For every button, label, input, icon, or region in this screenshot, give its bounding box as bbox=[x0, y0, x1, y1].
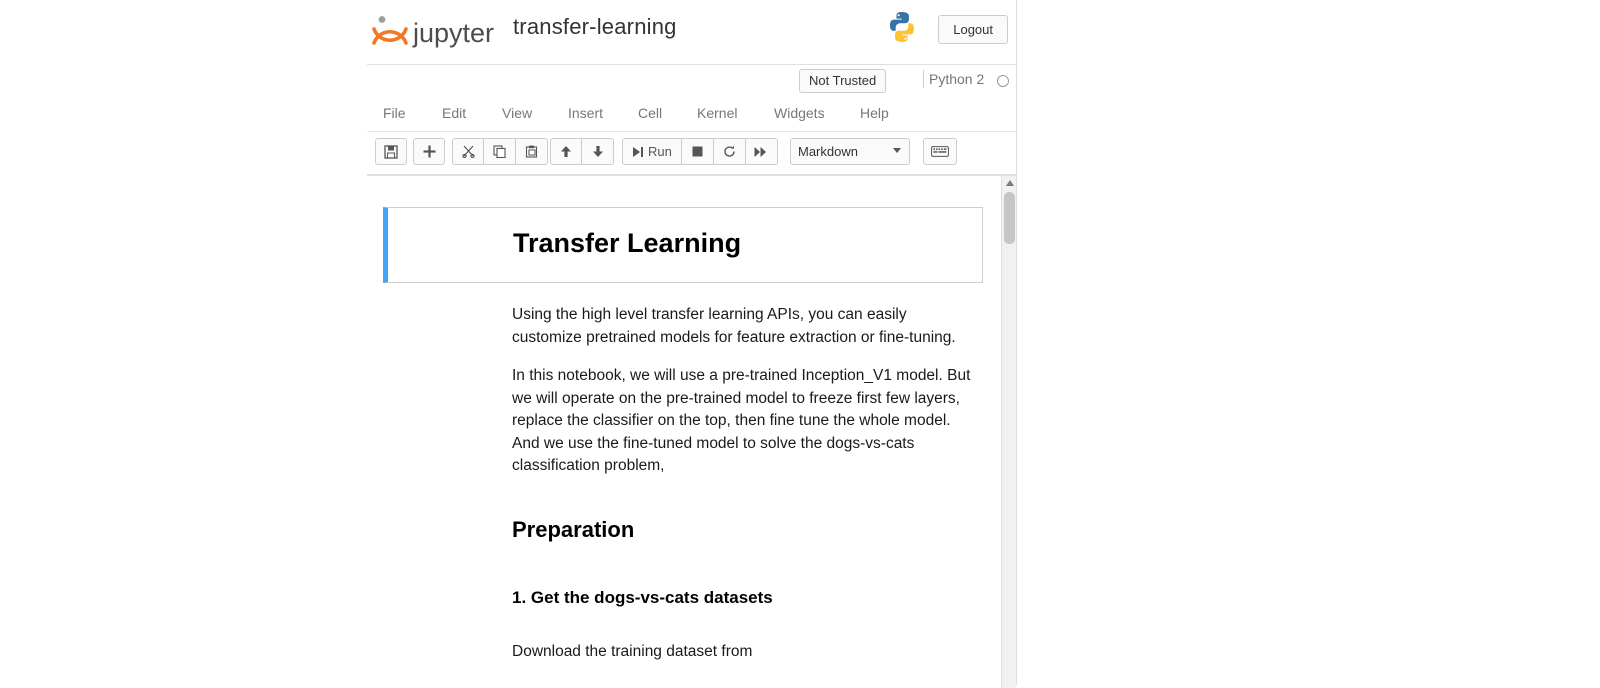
jupyter-logo[interactable] bbox=[369, 10, 501, 54]
logout-button[interactable]: Logout bbox=[938, 15, 1008, 44]
command-palette-button[interactable] bbox=[923, 138, 957, 165]
markdown-cell-title[interactable] bbox=[383, 207, 983, 283]
divider bbox=[923, 70, 924, 88]
download-paragraph: Download the training dataset from bbox=[512, 643, 753, 660]
cell-type-select[interactable] bbox=[790, 138, 910, 165]
notebook-name[interactable]: transfer-learning bbox=[513, 14, 677, 39]
kernel-idle-circle-icon bbox=[997, 75, 1009, 87]
subsection-heading-datasets: 1. Get the dogs-vs-cats datasets bbox=[512, 588, 773, 607]
notebook-scroll-area[interactable] bbox=[367, 175, 1016, 688]
scroll-up-arrow-icon[interactable] bbox=[1006, 180, 1014, 186]
notebook-header bbox=[367, 0, 1016, 65]
menu-file[interactable]: File bbox=[383, 105, 406, 121]
chevron-down-icon bbox=[893, 148, 901, 153]
insert-cell-below-button[interactable] bbox=[413, 138, 445, 165]
jupyter-notebook-app bbox=[367, 0, 1017, 685]
menu-edit[interactable]: Edit bbox=[442, 105, 467, 121]
cut-cell-button[interactable] bbox=[452, 138, 484, 165]
run-cell-button[interactable] bbox=[622, 138, 682, 165]
menubar bbox=[367, 97, 1016, 132]
menu-kernel[interactable]: Kernel bbox=[697, 105, 738, 121]
move-cell-up-button[interactable] bbox=[550, 138, 582, 165]
menu-widgets[interactable]: Widgets bbox=[774, 105, 825, 121]
kernel-name-label[interactable]: Python 2 bbox=[929, 71, 985, 87]
section-heading-preparation: Preparation bbox=[512, 517, 635, 542]
menu-cell[interactable]: Cell bbox=[638, 105, 663, 121]
python-logo-icon bbox=[885, 10, 919, 44]
svg-text:jupyter: jupyter bbox=[413, 18, 495, 48]
menu-insert[interactable]: Insert bbox=[568, 105, 604, 121]
menu-view[interactable]: View bbox=[502, 105, 533, 121]
run-button-label: Run bbox=[648, 144, 672, 159]
save-button[interactable] bbox=[375, 138, 407, 165]
trust-kernel-bar bbox=[367, 65, 1016, 97]
restart-kernel-button[interactable] bbox=[714, 138, 746, 165]
scrollbar-thumb[interactable] bbox=[1004, 192, 1015, 244]
move-cell-down-button[interactable] bbox=[582, 138, 614, 165]
toolbar bbox=[367, 132, 1016, 175]
interrupt-kernel-button[interactable] bbox=[682, 138, 714, 165]
copy-cell-button[interactable] bbox=[484, 138, 516, 165]
menu-help[interactable]: Help bbox=[860, 105, 889, 121]
restart-and-run-all-button[interactable] bbox=[746, 138, 778, 165]
intro-paragraph-2: In this notebook, we will use a pre-trained Inception_V1 model. But we will operate on the pre-trained model to freeze first few layers, replace the classifier on the top, then fine tune the whole model. And we use the fine-tuned model to solve the dogs-vs-cats classification problem, bbox=[512, 367, 971, 474]
page-title: Transfer Learning bbox=[513, 228, 742, 258]
paste-cell-button[interactable] bbox=[516, 138, 548, 165]
intro-paragraph-1: Using the high level transfer learning APIs, you can easily customize pretrained models for feature extraction or fine-tuning. bbox=[512, 306, 956, 346]
cell-type-value: Markdown bbox=[798, 144, 858, 159]
vertical-scrollbar[interactable] bbox=[1001, 176, 1016, 688]
trust-status-badge[interactable]: Not Trusted bbox=[799, 69, 886, 93]
